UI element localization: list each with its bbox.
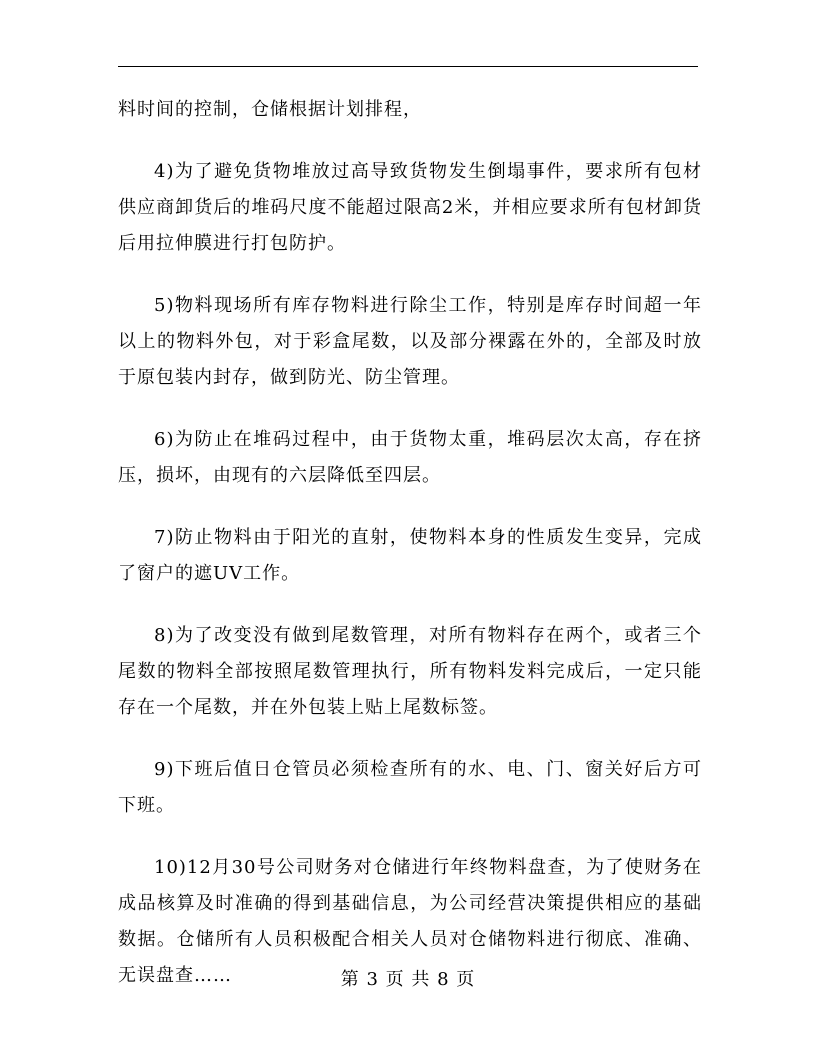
header-rule xyxy=(118,66,698,67)
paragraph-continuation: 料时间的控制，仓储根据计划排程， xyxy=(118,99,422,120)
paragraph-item-7: 7)防止物料由于阳光的直射，使物料本身的性质发生变异，完成了窗户的遮UV工作。 xyxy=(118,527,702,584)
paragraph-item-6: 6)为防止在堆码过程中，由于货物太重，堆码层次太高，存在挤压，损坏，由现有的六层降低至四层。 xyxy=(118,429,702,486)
paragraph-item-4: 4)为了避免货物堆放过高导致货物发生倒塌事件，要求所有包材供应商卸货后的堆码尺度不能超过限高2米，并相应要求所有包材卸货后用拉伸膜进行打包防护。 xyxy=(118,161,702,254)
page-number-footer: 第 3 页 共 8 页 xyxy=(340,969,476,990)
paragraph-item-5: 5)物料现场所有库存物料进行除尘工作，特别是库存时间超一年以上的物料外包，对于彩盒尾数，以及部分裸露在外的，全部及时放于原包装内封存，做到防光、防尘管理。 xyxy=(118,295,702,388)
document-body xyxy=(118,92,702,994)
paragraph-item-8: 8)为了改变没有做到尾数管理，对所有物料存在两个，或者三个尾数的物料全部按照尾数管理执行，所有物料发料完成后，一定只能存在一个尾数，并在外包装上贴上尾数标签。 xyxy=(118,625,702,718)
paragraph-item-9: 9)下班后值日仓管员必须检查所有的水、电、门、窗关好后方可下班。 xyxy=(118,759,702,816)
paragraph-item-10: 10)12月30号公司财务对仓储进行年终物料盘查，为了使财务在成品核算及时准确的得到基础信息，为公司经营决策提供相应的基础数据。仓储所有人员积极配合相关人员对仓储物料进行彻底、准确、无误盘查…… xyxy=(118,857,702,986)
